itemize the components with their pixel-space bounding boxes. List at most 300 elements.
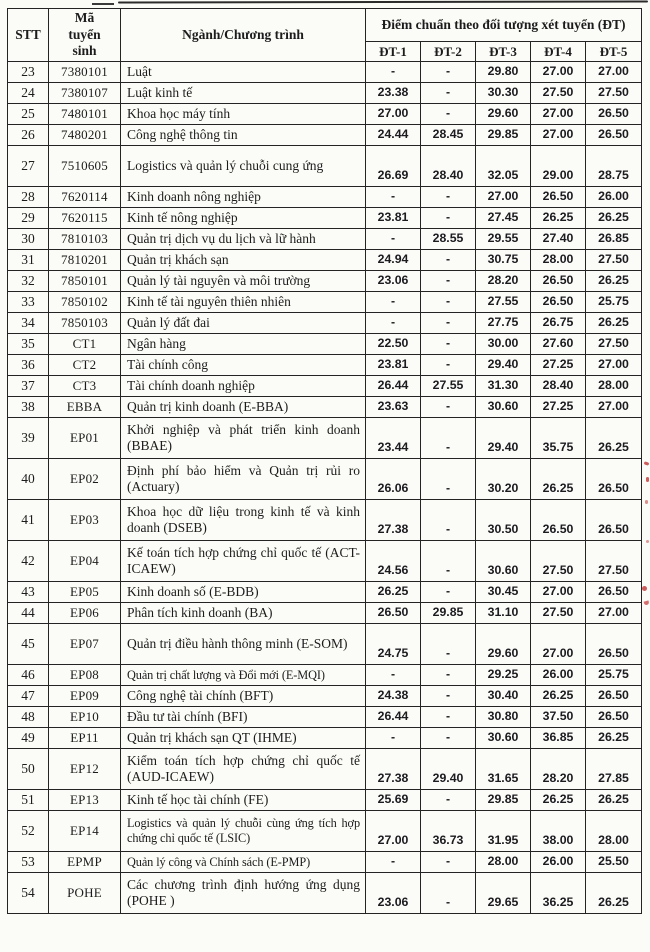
name-cell: Khoa học máy tính [121,104,366,125]
table-row [8,811,642,852]
score-cell-dt5: 26.25 [586,313,642,334]
stt-cell: 42 [8,541,49,582]
score-cell-dt1: 24.75 [366,624,421,665]
score-cell-dt4: 28.20 [531,749,586,790]
admission-scores-table [7,8,642,914]
name-cell: Tài chính công [121,355,366,376]
score-cell-dt5: 27.50 [586,334,642,355]
header-stt: STT [8,9,49,62]
name-cell: Quản lý công và Chính sách (E-PMP) [121,852,366,873]
stt-cell: 52 [8,811,49,852]
score-cell-dt5: 26.25 [586,208,642,229]
code-cell: 7380107 [49,83,121,104]
score-cell-dt2: - [421,271,476,292]
code-cell: EBBA [49,397,121,418]
table-row [8,229,642,250]
score-cell-dt2: - [421,459,476,500]
name-cell: Khởi nghiệp và phát triển kinh doanh (BBAE) [121,418,366,459]
stt-cell: 40 [8,459,49,500]
score-cell-dt4: 36.85 [531,728,586,749]
score-cell-dt4: 26.25 [531,459,586,500]
name-cell: Công nghệ thông tin [121,125,366,146]
name-cell: Quản lý đất đai [121,313,366,334]
code-cell: EP11 [49,728,121,749]
table-row [8,104,642,125]
score-cell-dt5: 26.85 [586,229,642,250]
score-cell-dt1: 25.69 [366,790,421,811]
table-row [8,355,642,376]
code-cell: 7510605 [49,146,121,187]
score-cell-dt4: 26.00 [531,852,586,873]
table-row [8,665,642,686]
score-cell-dt1: 23.81 [366,208,421,229]
score-cell-dt2: - [421,665,476,686]
score-cell-dt1: 23.38 [366,83,421,104]
code-cell: EP02 [49,459,121,500]
stt-cell: 28 [8,187,49,208]
score-cell-dt2: - [421,187,476,208]
stt-cell: 38 [8,397,49,418]
stt-cell: 45 [8,624,49,665]
score-cell-dt5: 27.00 [586,603,642,624]
stt-cell: 46 [8,665,49,686]
stt-cell: 51 [8,790,49,811]
score-cell-dt5: 27.50 [586,83,642,104]
score-cell-dt3: 27.00 [476,187,531,208]
name-cell: Luật [121,62,366,83]
table-row [8,250,642,271]
stt-cell: 27 [8,146,49,187]
score-cell-dt4: 29.00 [531,146,586,187]
red-pen-mark [642,586,647,591]
score-cell-dt3: 30.60 [476,397,531,418]
code-cell: EP05 [49,582,121,603]
score-cell-dt2: 28.40 [421,146,476,187]
score-cell-dt4: 27.50 [531,83,586,104]
score-cell-dt3: 28.00 [476,852,531,873]
score-cell-dt5: 25.50 [586,852,642,873]
score-cell-dt4: 26.25 [531,686,586,707]
score-cell-dt2: 29.40 [421,749,476,790]
code-cell: 7480201 [49,125,121,146]
table-row [8,376,642,397]
name-cell: Định phí bảo hiểm và Quản trị rủi ro (Actuary) [121,459,366,500]
score-cell-dt2: - [421,250,476,271]
score-cell-dt1: 23.81 [366,355,421,376]
code-cell: 7850101 [49,271,121,292]
score-cell-dt2: - [421,852,476,873]
score-cell-dt3: 29.85 [476,125,531,146]
score-cell-dt4: 26.50 [531,292,586,313]
table-row [8,334,642,355]
score-cell-dt5: 26.50 [586,624,642,665]
score-cell-dt4: 37.50 [531,707,586,728]
stt-cell: 47 [8,686,49,707]
header-dt1: ĐT-1 [366,42,421,62]
stt-cell: 35 [8,334,49,355]
table-row [8,125,642,146]
score-cell-dt3: 30.20 [476,459,531,500]
name-cell: Kinh tế tài nguyên thiên nhiên [121,292,366,313]
score-cell-dt2: 28.45 [421,125,476,146]
score-cell-dt2: - [421,83,476,104]
table-row [8,187,642,208]
score-cell-dt3: 30.40 [476,686,531,707]
score-cell-dt2: 36.73 [421,811,476,852]
score-cell-dt1: 27.00 [366,104,421,125]
score-cell-dt3: 27.55 [476,292,531,313]
score-cell-dt2: - [421,355,476,376]
score-cell-dt1: 23.06 [366,873,421,914]
score-cell-dt3: 29.60 [476,104,531,125]
header-dt4: ĐT-4 [531,42,586,62]
code-cell: 7620114 [49,187,121,208]
code-cell: EP09 [49,686,121,707]
score-cell-dt4: 26.00 [531,665,586,686]
score-cell-dt1: - [366,187,421,208]
score-cell-dt1: 23.44 [366,418,421,459]
code-cell: 7850102 [49,292,121,313]
code-cell: 7480101 [49,104,121,125]
name-cell: Công nghệ tài chính (BFT) [121,686,366,707]
code-cell: POHE [49,873,121,914]
code-cell: EP03 [49,500,121,541]
name-cell: Quản trị kinh doanh (E-BBA) [121,397,366,418]
name-cell: Kinh tế nông nghiệp [121,208,366,229]
stt-cell: 50 [8,749,49,790]
score-cell-dt4: 27.25 [531,355,586,376]
score-cell-dt4: 27.00 [531,125,586,146]
score-cell-dt1: 22.50 [366,334,421,355]
name-cell: Logistics và quản lý chuỗi cung ứng [121,146,366,187]
stt-cell: 48 [8,707,49,728]
score-cell-dt3: 29.80 [476,62,531,83]
score-cell-dt5: 27.00 [586,355,642,376]
code-cell: EP13 [49,790,121,811]
code-cell: CT1 [49,334,121,355]
stt-cell: 43 [8,582,49,603]
stt-cell: 23 [8,62,49,83]
score-cell-dt2: - [421,418,476,459]
score-cell-dt2: 28.55 [421,229,476,250]
table-row [8,146,642,187]
table-row [8,313,642,334]
score-cell-dt5: 26.50 [586,104,642,125]
score-cell-dt3: 30.75 [476,250,531,271]
code-cell: EP10 [49,707,121,728]
table-row [8,397,642,418]
score-cell-dt4: 27.00 [531,62,586,83]
table-row [8,686,642,707]
score-cell-dt3: 31.10 [476,603,531,624]
stt-cell: 36 [8,355,49,376]
code-cell: CT3 [49,376,121,397]
score-cell-dt5: 27.85 [586,749,642,790]
score-cell-dt1: 26.69 [366,146,421,187]
stt-cell: 49 [8,728,49,749]
score-cell-dt3: 29.55 [476,229,531,250]
stt-cell: 25 [8,104,49,125]
score-cell-dt3: 29.60 [476,624,531,665]
score-cell-dt1: - [366,313,421,334]
score-cell-dt2: - [421,624,476,665]
score-cell-dt2: - [421,208,476,229]
score-cell-dt1: 26.06 [366,459,421,500]
header-nganh-chuong-trinh: Ngành/Chương trình [121,9,366,62]
table-row [8,749,642,790]
name-cell: Tài chính doanh nghiệp [121,376,366,397]
name-cell: Quản trị khách sạn [121,250,366,271]
score-cell-dt2: 27.55 [421,376,476,397]
name-cell: Kinh doanh số (E-BDB) [121,582,366,603]
stt-cell: 37 [8,376,49,397]
score-cell-dt1: 27.38 [366,500,421,541]
table-row [8,541,642,582]
score-cell-dt4: 26.50 [531,500,586,541]
score-cell-dt5: 28.00 [586,376,642,397]
name-cell: Kinh tế học tài chính (FE) [121,790,366,811]
name-cell: Phân tích kinh doanh (BA) [121,603,366,624]
score-cell-dt5: 27.50 [586,250,642,271]
table-row [8,418,642,459]
score-cell-dt3: 30.30 [476,83,531,104]
score-cell-dt3: 29.40 [476,355,531,376]
score-cell-dt4: 27.50 [531,603,586,624]
score-cell-dt1: 26.25 [366,582,421,603]
code-cell: 7850103 [49,313,121,334]
code-cell: 7620115 [49,208,121,229]
stt-cell: 44 [8,603,49,624]
table-row [8,459,642,500]
score-cell-dt1: - [366,665,421,686]
score-cell-dt3: 30.60 [476,541,531,582]
score-cell-dt5: 26.00 [586,187,642,208]
score-cell-dt2: - [421,790,476,811]
code-cell: 7380101 [49,62,121,83]
score-cell-dt5: 27.00 [586,62,642,83]
table-row [8,873,642,914]
score-cell-dt1: 26.44 [366,707,421,728]
table-row [8,271,642,292]
score-cell-dt5: 25.75 [586,292,642,313]
red-pen-mark [645,500,648,504]
red-pen-mark [646,540,649,543]
score-cell-dt5: 26.50 [586,686,642,707]
name-cell: Logistics và quản lý chuỗi cùng ứng tích hợp chứng chỉ quốc tế (LSIC) [121,811,366,852]
score-cell-dt4: 27.00 [531,582,586,603]
score-cell-dt4: 27.00 [531,104,586,125]
red-pen-mark [644,600,650,605]
score-cell-dt3: 31.95 [476,811,531,852]
code-cell: EP14 [49,811,121,852]
table-row [8,790,642,811]
red-pen-mark [646,477,649,482]
score-cell-dt2: 29.85 [421,603,476,624]
score-cell-dt4: 26.75 [531,313,586,334]
score-cell-dt5: 27.50 [586,541,642,582]
score-cell-dt1: 24.38 [366,686,421,707]
score-cell-dt4: 27.40 [531,229,586,250]
stt-cell: 29 [8,208,49,229]
table-row [8,500,642,541]
table-row [8,83,642,104]
table-row [8,208,642,229]
header-dt2: ĐT-2 [421,42,476,62]
score-cell-dt2: - [421,582,476,603]
name-cell: Kế toán tích hợp chứng chỉ quốc tế (ACT-ICAEW) [121,541,366,582]
score-cell-dt1: 27.00 [366,811,421,852]
score-cell-dt5: 26.25 [586,728,642,749]
score-cell-dt5: 26.50 [586,582,642,603]
name-cell: Quản trị chất lượng và Đổi mới (E-MQI) [121,665,366,686]
score-cell-dt4: 26.50 [531,187,586,208]
score-cell-dt4: 27.25 [531,397,586,418]
stt-cell: 34 [8,313,49,334]
score-cell-dt1: - [366,292,421,313]
stt-cell: 30 [8,229,49,250]
scan-artifact-top-line [118,0,648,3]
code-cell: EP08 [49,665,121,686]
code-cell: EP04 [49,541,121,582]
stt-cell: 41 [8,500,49,541]
scan-artifact-top-dash [92,3,114,5]
score-cell-dt4: 36.25 [531,873,586,914]
table-row [8,62,642,83]
score-cell-dt2: - [421,313,476,334]
score-cell-dt3: 29.40 [476,418,531,459]
table-row [8,728,642,749]
score-cell-dt4: 27.50 [531,541,586,582]
score-cell-dt1: - [366,728,421,749]
score-cell-dt4: 35.75 [531,418,586,459]
code-cell: EPMP [49,852,121,873]
score-cell-dt5: 28.75 [586,146,642,187]
code-cell: EP01 [49,418,121,459]
name-cell: Quản trị điều hành thông minh (E-SOM) [121,624,366,665]
score-cell-dt2: - [421,873,476,914]
score-cell-dt3: 30.80 [476,707,531,728]
score-cell-dt1: 24.94 [366,250,421,271]
score-cell-dt5: 26.25 [586,873,642,914]
code-cell: EP12 [49,749,121,790]
score-cell-dt1: 24.56 [366,541,421,582]
stt-cell: 54 [8,873,49,914]
stt-cell: 53 [8,852,49,873]
name-cell: Quản trị khách sạn QT (IHME) [121,728,366,749]
score-cell-dt2: - [421,541,476,582]
name-cell: Đầu tư tài chính (BFI) [121,707,366,728]
score-cell-dt4: 26.25 [531,208,586,229]
score-cell-dt4: 38.00 [531,811,586,852]
score-cell-dt4: 26.25 [531,790,586,811]
table-row [8,852,642,873]
score-cell-dt5: 26.25 [586,271,642,292]
score-cell-dt2: - [421,707,476,728]
score-cell-dt4: 27.60 [531,334,586,355]
score-cell-dt5: 26.25 [586,418,642,459]
code-cell: EP06 [49,603,121,624]
score-cell-dt2: - [421,686,476,707]
name-cell: Khoa học dữ liệu trong kinh tế và kinh doanh (DSEB) [121,500,366,541]
code-cell: 7810201 [49,250,121,271]
score-cell-dt2: - [421,728,476,749]
score-cell-dt3: 29.25 [476,665,531,686]
name-cell: Kinh doanh nông nghiệp [121,187,366,208]
name-cell: Kiểm toán tích hợp chứng chỉ quốc tế (AUD-ICAEW) [121,749,366,790]
score-cell-dt3: 27.45 [476,208,531,229]
header-ma-tuyen-sinh: Mã tuyển sinh [49,9,121,62]
score-cell-dt5: 26.25 [586,790,642,811]
score-cell-dt4: 26.50 [531,271,586,292]
table-row [8,707,642,728]
red-pen-mark [644,461,650,466]
score-cell-dt2: - [421,292,476,313]
name-cell: Ngân hàng [121,334,366,355]
score-cell-dt1: - [366,229,421,250]
score-cell-dt2: - [421,500,476,541]
score-cell-dt1: 24.44 [366,125,421,146]
score-cell-dt5: 26.50 [586,707,642,728]
name-cell: Quản trị dịch vụ du lịch và lữ hành [121,229,366,250]
score-cell-dt3: 30.45 [476,582,531,603]
score-cell-dt1: 23.06 [366,271,421,292]
name-cell: Quản lý tài nguyên và môi trường [121,271,366,292]
code-cell: EP07 [49,624,121,665]
score-cell-dt3: 29.85 [476,790,531,811]
score-cell-dt1: 26.50 [366,603,421,624]
score-cell-dt5: 28.00 [586,811,642,852]
score-cell-dt3: 30.00 [476,334,531,355]
table-row [8,624,642,665]
name-cell: Luật kinh tế [121,83,366,104]
score-cell-dt2: - [421,397,476,418]
score-cell-dt1: - [366,852,421,873]
score-cell-dt4: 27.00 [531,624,586,665]
score-cell-dt2: - [421,104,476,125]
score-cell-dt1: 26.44 [366,376,421,397]
table-row [8,292,642,313]
stt-cell: 31 [8,250,49,271]
name-cell: Các chương trình định hướng ứng dụng (POHE ) [121,873,366,914]
stt-cell: 39 [8,418,49,459]
score-cell-dt1: - [366,62,421,83]
header-dt3: ĐT-3 [476,42,531,62]
score-cell-dt2: - [421,334,476,355]
score-cell-dt3: 27.75 [476,313,531,334]
score-cell-dt3: 30.60 [476,728,531,749]
header-dt5: ĐT-5 [586,42,642,62]
score-cell-dt1: 27.38 [366,749,421,790]
code-cell: 7810103 [49,229,121,250]
table-header [8,9,642,62]
stt-cell: 32 [8,271,49,292]
score-cell-dt4: 28.40 [531,376,586,397]
score-cell-dt5: 26.50 [586,125,642,146]
score-cell-dt3: 29.65 [476,873,531,914]
score-cell-dt5: 26.50 [586,459,642,500]
score-cell-dt5: 27.00 [586,397,642,418]
score-cell-dt1: 23.63 [366,397,421,418]
score-cell-dt3: 28.20 [476,271,531,292]
code-cell: CT2 [49,355,121,376]
score-cell-dt2: - [421,62,476,83]
score-cell-dt3: 31.30 [476,376,531,397]
score-cell-dt3: 31.65 [476,749,531,790]
score-cell-dt4: 28.00 [531,250,586,271]
header-diem-chuan-group: Điểm chuẩn theo đối tượng xét tuyển (ĐT) [366,9,642,42]
score-cell-dt3: 30.50 [476,500,531,541]
score-cell-dt5: 26.50 [586,500,642,541]
